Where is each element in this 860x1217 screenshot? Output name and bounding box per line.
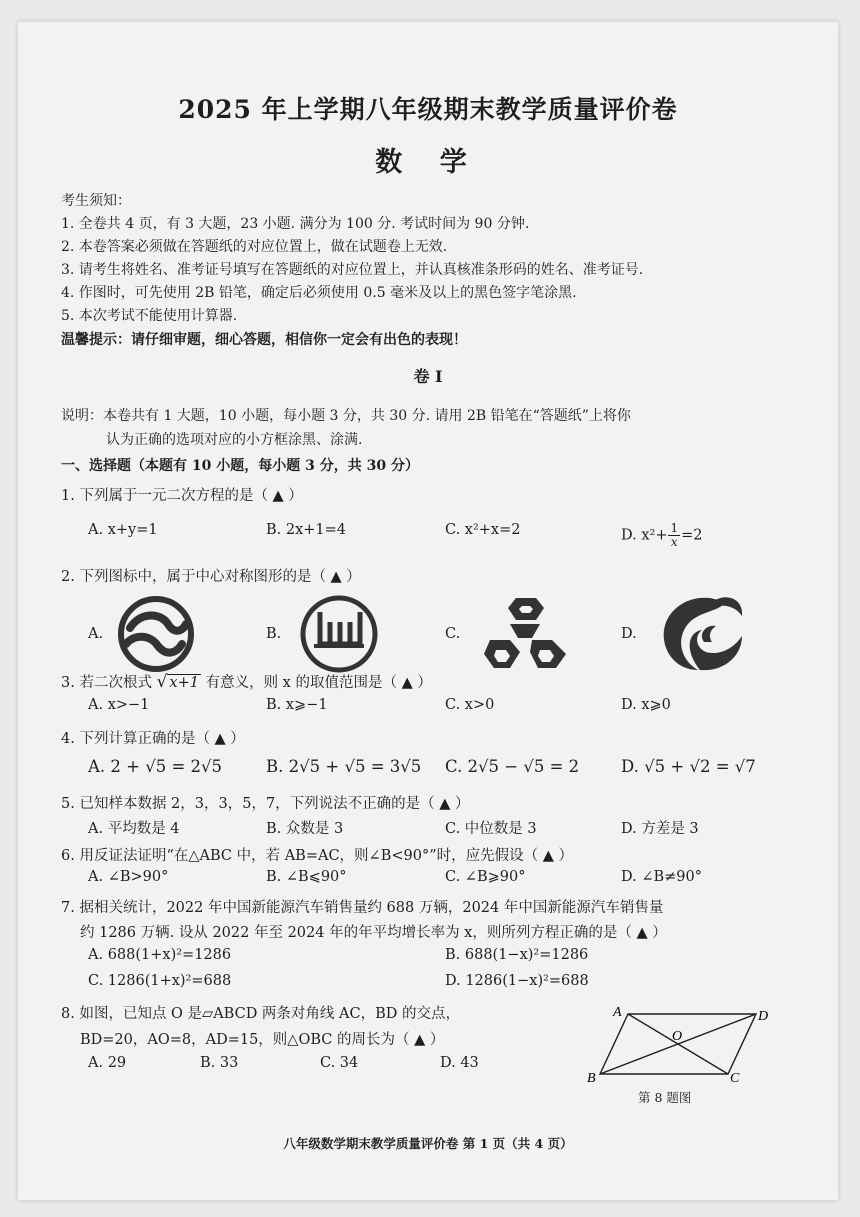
q3-stem xyxy=(61,671,432,692)
circle-w-logo-icon xyxy=(298,592,380,676)
q8-option-a: A. 29 xyxy=(88,1055,127,1071)
q6-stem: 6. 用反证法证明“在△ABC 中，若 AB=AC，则∠B<90°”时，应先假设（ ▲ ） xyxy=(61,848,573,864)
q5-option-b: B. 众数是 3 xyxy=(266,821,344,837)
q3-stem-pre: 3. 若二次根式 xyxy=(61,675,152,691)
q3-option-b: B. x⩾−1 xyxy=(266,697,328,713)
q5-option-d: D. 方差是 3 xyxy=(621,821,699,837)
q5-option-c: C. 中位数是 3 xyxy=(445,821,537,837)
q7-option-c: C. 1286(1+x)²=688 xyxy=(88,973,232,989)
q7-option-b: B. 688(1−x)²=1286 xyxy=(445,947,589,963)
q8-option-c: C. 34 xyxy=(320,1055,359,1071)
q7-stem-line2: 约 1286 万辆. 设从 2022 年至 2024 年的年平均增长率为 x，则所列方程正确的是（ ▲ ） xyxy=(80,925,667,941)
q1-stem: 1. 下列属于一元二次方程的是（ ▲ ） xyxy=(61,488,303,504)
center-label-o: O xyxy=(672,1029,683,1044)
page-title: 2025 年上学期八年级期末教学质量评价卷 xyxy=(178,95,678,124)
q4-option-c: C. 2√5 − √5 = 2 xyxy=(445,757,580,776)
notice-item-5: 5. 本次考试不能使用计算器. xyxy=(61,308,238,324)
q5-option-a: A. 平均数是 4 xyxy=(88,821,180,837)
q6-option-a: A. ∠B>90° xyxy=(88,869,169,885)
vertex-label-b: B xyxy=(587,1071,596,1086)
q1-option-d xyxy=(621,522,702,549)
q1-fraction xyxy=(668,522,680,549)
q6-option-d: D. ∠B≠90° xyxy=(621,869,702,885)
parallelogram-figure xyxy=(586,1002,796,1090)
q4-option-b: B. 2√5 + √5 = 3√5 xyxy=(266,757,422,776)
q4-option-d: D. √5 + √2 = √7 xyxy=(621,757,756,776)
q1-option-a: A. x+y=1 xyxy=(88,522,158,538)
q7-option-d: D. 1286(1−x)²=688 xyxy=(445,973,589,989)
q8-stem-line2: BD=20，AO=8，AD=15，则△OBC 的周长为（ ▲ ） xyxy=(80,1032,445,1048)
q8-option-d: D. 43 xyxy=(440,1055,479,1071)
section-note-line1: 说明：本卷共有 1 大题，10 小题，每小题 3 分，共 30 分. 请用 2B 铅笔在“答题纸”上将你 xyxy=(61,408,631,424)
q6-option-c: C. ∠B⩾90° xyxy=(445,869,526,885)
section-note-line2: 认为正确的选项对应的小方框涂黑、涂满. xyxy=(106,432,363,448)
q5-stem: 5. 已知样本数据 2，3，3，5，7，下列说法不正确的是（ ▲ ） xyxy=(61,796,470,812)
q3-stem-post: 有意义，则 x 的取值范围是（ ▲ ） xyxy=(205,675,432,691)
q7-option-a: A. 688(1+x)²=1286 xyxy=(88,947,232,963)
notice-item-2: 2. 本卷答案必须做在答题纸的对应位置上，做在试题卷上无效. xyxy=(61,239,448,255)
triple-block-logo-icon xyxy=(480,590,572,682)
q3-radical: √ xyxy=(156,672,168,692)
exam-page xyxy=(18,22,838,1200)
swirl-circle-icon xyxy=(116,594,196,674)
q6-option-b: B. ∠B⩽90° xyxy=(266,869,347,885)
q4-option-a: A. 2 + √5 = 2√5 xyxy=(88,757,223,776)
vertex-label-c: C xyxy=(730,1071,740,1086)
part-heading: 一、选择题（本题有 10 小题，每小题 3 分，共 30 分） xyxy=(61,458,419,474)
q1-option-b: B. 2x+1=4 xyxy=(266,522,347,538)
q3-option-a: A. x>−1 xyxy=(88,697,150,713)
page-footer: 八年级数学期末教学质量评价卷 第 1 页（共 4 页） xyxy=(283,1136,573,1151)
q1-option-c: C. x²+x=2 xyxy=(445,522,521,538)
notice-item-4: 4. 作图时，可先使用 2B 铅笔，确定后必须使用 0.5 毫米及以上的黑色签字笔涂黑. xyxy=(61,285,577,301)
notice-item-3: 3. 请考生将姓名、准考证号填写在答题纸的对应位置上，并认真核准条形码的姓名、准考证号. xyxy=(61,262,644,278)
notice-item-1: 1. 全卷共 4 页，有 3 大题，23 小题. 满分为 100 分. 考试时间为 90 分钟. xyxy=(61,216,530,232)
q2-option-c: C. xyxy=(445,626,461,642)
q3-radicand: x+1 xyxy=(169,675,199,691)
q4-stem: 4. 下列计算正确的是（ ▲ ） xyxy=(61,731,245,747)
q3-option-c: C. x>0 xyxy=(445,697,495,713)
q1-fraction-den: x xyxy=(670,535,678,549)
q2-option-b: B. xyxy=(266,626,282,642)
section-title: 卷 I xyxy=(413,367,443,386)
crescent-swirl-icon xyxy=(654,586,750,682)
q3-option-d: D. x⩾0 xyxy=(621,697,671,713)
q8-stem-line1: 8. 如图，已知点 O 是▱ABCD 两条对角线 AC，BD 的交点， xyxy=(61,1006,460,1022)
q1-option-d-post: =2 xyxy=(681,527,703,544)
subject-title: 数 学 xyxy=(375,147,481,178)
q2-option-d: D. xyxy=(621,626,637,642)
vertex-label-a: A xyxy=(613,1005,622,1020)
q7-stem-line1: 7. 据相关统计，2022 年中国新能源汽车销售量约 688 万辆，2024 年中国新能源汽车销售量 xyxy=(61,900,664,916)
q1-fraction-num: 1 xyxy=(670,521,679,535)
q1-option-d-pre: D. x²+ xyxy=(621,527,668,544)
q2-stem: 2. 下列图标中，属于中心对称图形的是（ ▲ ） xyxy=(61,569,361,585)
figure8-caption: 第 8 题图 xyxy=(638,1090,692,1105)
notice-heading: 考生须知： xyxy=(61,193,131,209)
notice-tip: 温馨提示：请仔细审题，细心答题，相信你一定会有出色的表现！ xyxy=(61,332,467,348)
q8-option-b: B. 33 xyxy=(200,1055,239,1071)
vertex-label-d: D xyxy=(758,1009,769,1024)
q2-option-a: A. xyxy=(88,626,104,642)
